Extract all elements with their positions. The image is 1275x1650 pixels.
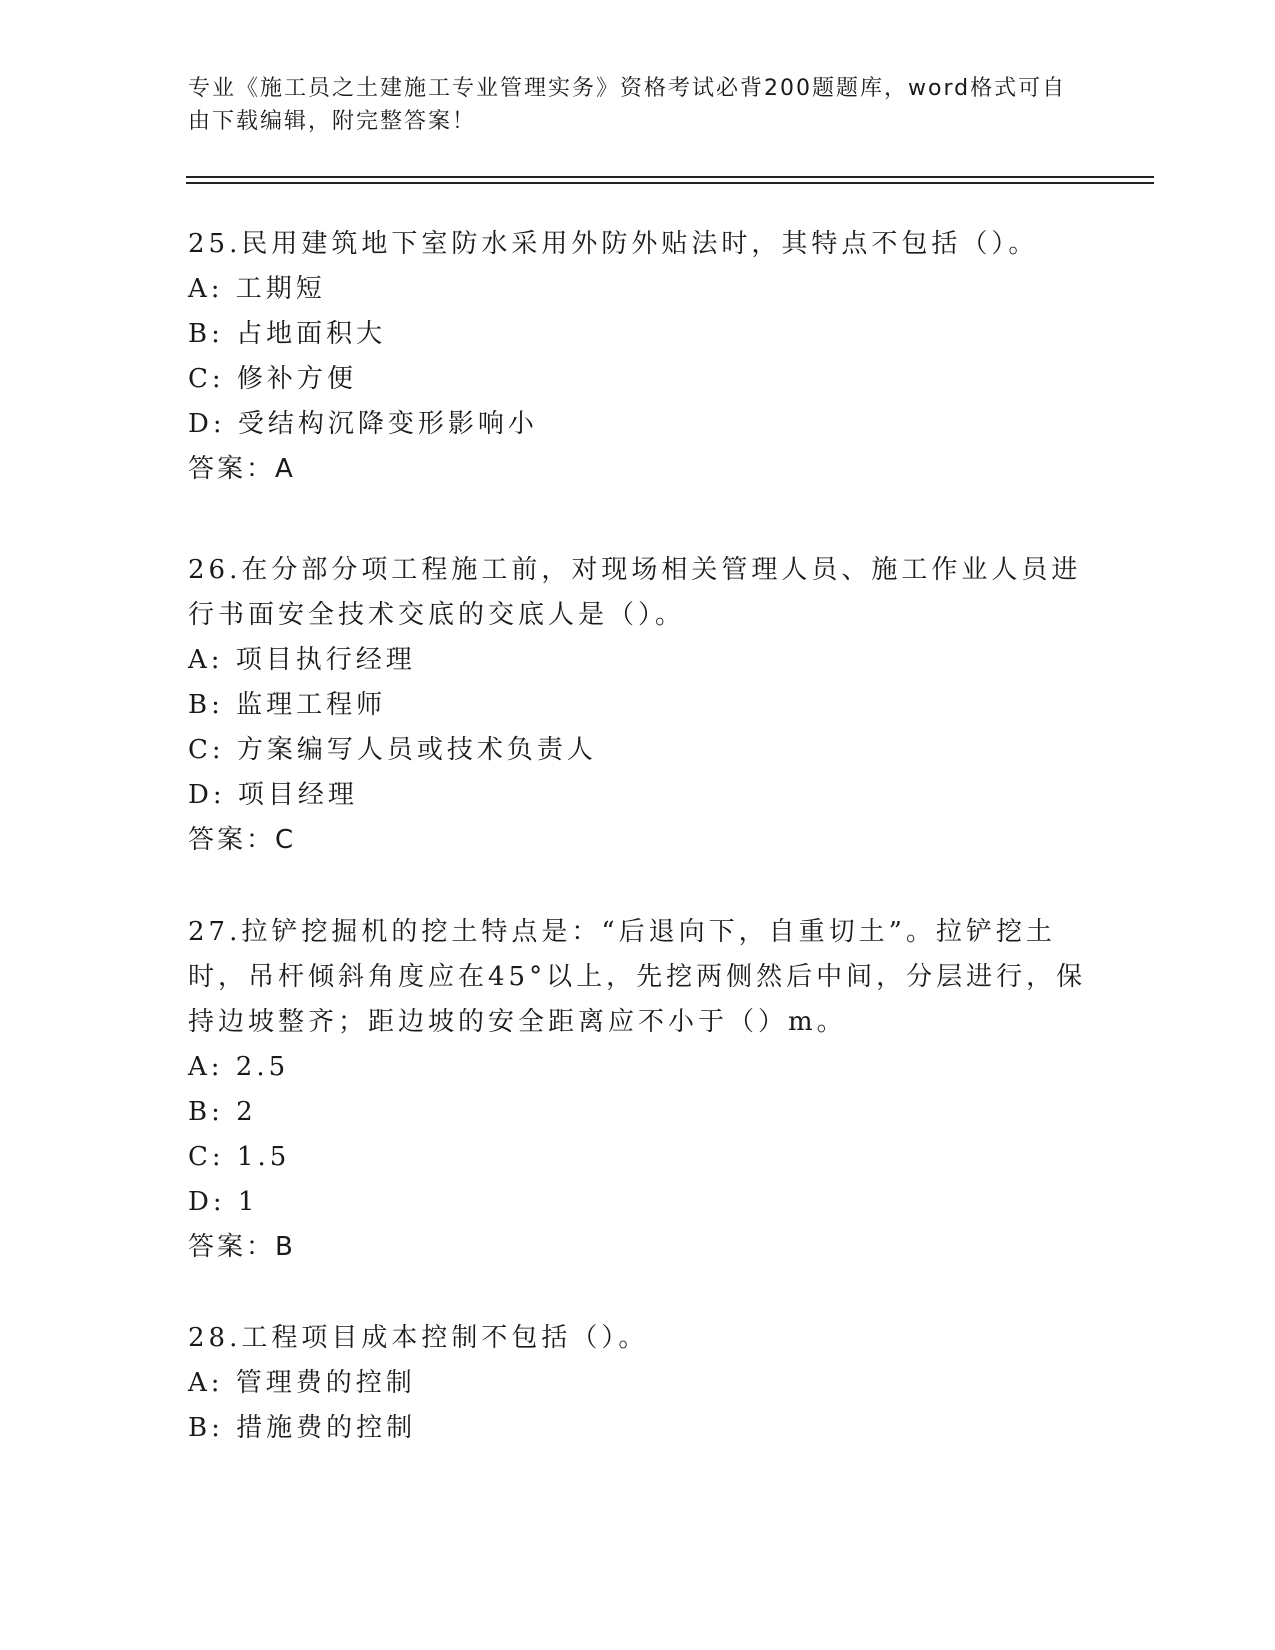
question-stem: 26.在分部分项工程施工前，对现场相关管理人员、施工作业人员进行书面安全技术交底的交底人是（）。 — [188, 555, 1082, 630]
option-b: B: 措施费的控制 — [188, 1413, 417, 1443]
option-a: A: 2.5 — [188, 1052, 290, 1082]
option-a: A: 项目执行经理 — [188, 645, 416, 675]
option-a: A: 管理费的控制 — [188, 1368, 416, 1398]
question-25 — [188, 222, 1088, 492]
option-a: A: 工期短 — [188, 274, 326, 304]
answer: 答案：C — [188, 825, 297, 855]
option-d: D: 受结构沉降变形影响小 — [188, 409, 538, 439]
document-intro: 专业《施工员之土建施工专业管理实务》资格考试必背200题题库，word格式可自由下载编辑，附完整答案！ — [188, 76, 1067, 134]
question-26 — [188, 548, 1088, 863]
option-b: B: 2 — [188, 1097, 257, 1127]
question-stem: 25.民用建筑地下室防水采用外防外贴法时，其特点不包括（）。 — [188, 229, 1039, 259]
option-d: D: 项目经理 — [188, 780, 358, 810]
option-c: C: 修补方便 — [188, 364, 357, 394]
option-c: C: 方案编写人员或技术负责人 — [188, 735, 597, 765]
option-b: B: 占地面积大 — [188, 319, 387, 349]
answer: 答案：A — [188, 454, 296, 484]
question-stem: 28.工程项目成本控制不包括（）。 — [188, 1323, 649, 1353]
question-stem: 27.拉铲挖掘机的挖土特点是：“后退向下，自重切土”。拉铲挖土时，吊杆倾斜角度应在45°以上，先挖两侧然后中间，分层进行，保持边坡整齐；距边坡的安全距离应不小于（）m。 — [188, 917, 1087, 1037]
answer: 答案：B — [188, 1232, 296, 1262]
option-d: D: 1 — [188, 1187, 259, 1217]
question-28 — [188, 1316, 1088, 1451]
question-27 — [188, 910, 1088, 1270]
option-b: B: 监理工程师 — [188, 690, 387, 720]
header-double-rule — [186, 176, 1154, 184]
option-c: C: 1.5 — [188, 1142, 291, 1172]
